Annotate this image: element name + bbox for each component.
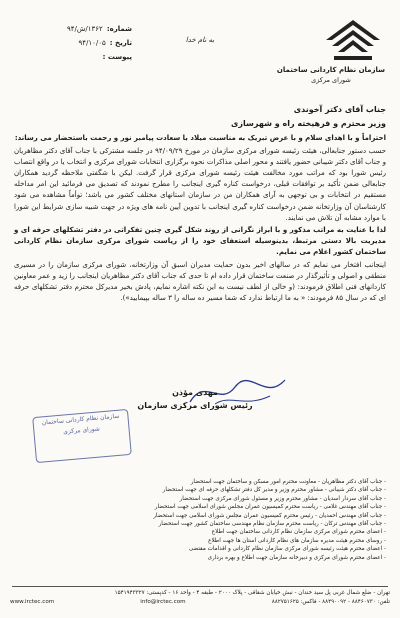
- number-value: ۱۳۶۲/ش/۹۴: [66, 25, 103, 33]
- greeting-paragraph: احتراماً و با اهدای سلام و با عرض تبریک به مناسبت میلاد با سعادت پیامبر نور و رحمت باستحضار می رساند:: [14, 134, 386, 143]
- signature-block: [115, 386, 275, 412]
- letter-meta: [12, 22, 132, 64]
- organization-subtitle: شورای مرکزی: [311, 76, 351, 84]
- official-stamp: [32, 409, 132, 463]
- number-label: شماره:: [106, 25, 132, 33]
- cc-item: - اعضای محترم شورای مرکزی و دبیرخانه سازمان جهت اطلاع و بهره برداری: [207, 554, 386, 561]
- footer-email: info@irctec.com: [140, 599, 186, 605]
- attachment-label: پیوست :: [102, 53, 132, 61]
- cc-item: - روسای محترم هیئت مدیره سازمان های نظام کاردانی استان ها جهت اطلاع: [208, 537, 386, 544]
- letter-body: [14, 104, 386, 305]
- recipient-name: جناب آقای دکتر آخوندی: [293, 105, 386, 114]
- date-value: ۹۴/۱۰/۰۵: [78, 39, 106, 47]
- footer: [10, 589, 390, 606]
- cc-item: - جناب آقای سردار اسدیان - مشاور محترم وزیر و مسئول شورای مرکزی جهت استحضار: [179, 495, 386, 502]
- letterhead: [0, 8, 400, 86]
- meta-number-row: [12, 22, 132, 36]
- cc-item: - جناب آقای مهندس احمدیان - رئیس محترم کمیسیون عمران مجلس شورای اسلامی جهت استحضار: [153, 512, 386, 519]
- stamp-line-org: سازمان نظام کاردانی ساختمان: [41, 412, 120, 427]
- cc-item: - جناب آقای دکتر مظاهریان - معاونت محترم امور مسکن و ساختمان جهت استحضار: [190, 479, 386, 485]
- signatory-name: مهدی مؤذن: [172, 388, 218, 397]
- footer-contact-row: [10, 598, 390, 606]
- cc-item: - جناب آقای مهندس غلامی - ریاست محترم کمیسیون عمران مجلس شورای اسلامی جهت استحضار: [154, 504, 386, 511]
- footer-phone: تلفن: ۸۸۴۶۰۷۳۰ - ۸۸۴۹۰۰۹۲ - فاکس: ۸۸۲۷۵۱۶۲۵: [271, 599, 390, 605]
- besmellah-heading: به نام خدا: [185, 36, 215, 44]
- date-label: تاریخ :: [109, 39, 132, 47]
- closing-paragraph: اینجانب افتخار می نمایم که در سالهای اخیر بدون حمایت مدیران اسبق آن وزارتخانه، شورای مرکزی سازمان را در مسیری منطقی و اصولی و تأثیرگذار در صنعت ساختمان قرار داده ام تا حدی که جناب آقای دکتر مظاهریان اینجانب را زید و عمر معاونین کاردانهای فنی اطلاق فرمودند: (و خالی از لطف نیست به این نکته اشاره نمایم، پادش بخیر مدیرکل محترم دفتر تشکلهای حرفه ای که در سال ۸۵ فرمودند: « به ما ارتباط ندارد که شما مسیر ده ساله را ۳ ساله بپیمایید»).: [14, 260, 386, 303]
- stamp-line-sub: شورای مرکزی: [62, 425, 101, 436]
- footer-divider: [12, 586, 388, 587]
- meta-attachment-row: [12, 50, 132, 64]
- cc-list: [50, 478, 386, 562]
- meta-date-row: [12, 36, 132, 50]
- organization-logo-icon: [324, 18, 382, 64]
- resignation-paragraph: لذا با عنایت به مراتب مذکور و با ابراز نگرانی از روند شکل گیری چنین تفکراتی در دفتر تشکلهای حرفه ای و مدیریت بالا دستی مرتبط، بدینوسیله استعفای خود را از ریاست شورای مرکزی سازمان نظام کاردانی ساختمان کشور اعلام می نمایم.: [14, 226, 386, 257]
- cc-item: - جناب آقای مهندس ترکان - ریاست محترم سازمان نظام مهندسی ساختمان کشور جهت استحضار: [158, 521, 386, 528]
- footer-address: تهران - ضلع شمال غربی پل سید خندان - نبش خیابان شقاقی - پلاک ۲۰۰۰ - طبقه ۴ - واحد ۱۶ - کدپستی: ۱۵۴۱۹۴۳۳۲۷: [114, 590, 390, 596]
- cc-item: - اعضای محترم شورای مرکزی سازمان نظام کاردانی ساختمان جهت اطلاع: [211, 529, 386, 536]
- recipient-title: وزیر محترم و فرهیخته راه و شهرسازی: [231, 119, 386, 129]
- organization-name: سازمان نظام کاردانی ساختمان: [276, 66, 386, 74]
- footer-website: www.irctec.com: [10, 599, 55, 605]
- cc-item: - اعضای محترم هیئت رئیسه شورای مرکزی سازمان نظام کاردانی و اقدامات مقتضی: [188, 546, 386, 553]
- signatory-title: رئیس شورای مرکزی سازمان: [137, 401, 253, 410]
- body-paragraph: حسب دستور جنابعالی، هیئت رئیسه شورای مرکزی سازمان در مورخ ۹۴/۰۹/۲۹ در جلسه مشترکی با جناب آقای دکتر مظاهریان و جناب آقای دکتر شیبانی حضور یافتند و محور اصلی مذاکرات نحوه برگزاری انتخابات شورای مرکزی و انتخاب یا در واقع انتصاب رئیس شورا بود که مراتب مورد مخالفت هیئت رئیسه شورای مرکزی قرار گرفت. لیکن با شگفتی ملاحظه گردید همکاران جنابعالی ضمن تأکید بر توافقات قبلی، درخواست کناره گیری اینجانب را مطرح نمودند که تصدیق می فرمائید این امر مداخله مستقیم در انتخابات و بی توجهی به آرای همکاران من در سازمان استانهای مختلف کشور می باشد؛ توأماً مشاهده می شود کارشناسان آن وزارتخانه ضمن درخواست کناره گیری اینجانب با تدوین آیین نامه های ویژه در جهت شبیه سازی شرایط این شورا با موارد مشابه آن تلاش می نمایند.: [14, 146, 387, 222]
- cc-item: - جناب آقای دکتر شیبانی - مشاور محترم وزیر و مدیر کل دفتر تشکلهای حرفه ای جهت استحضار: [162, 487, 386, 494]
